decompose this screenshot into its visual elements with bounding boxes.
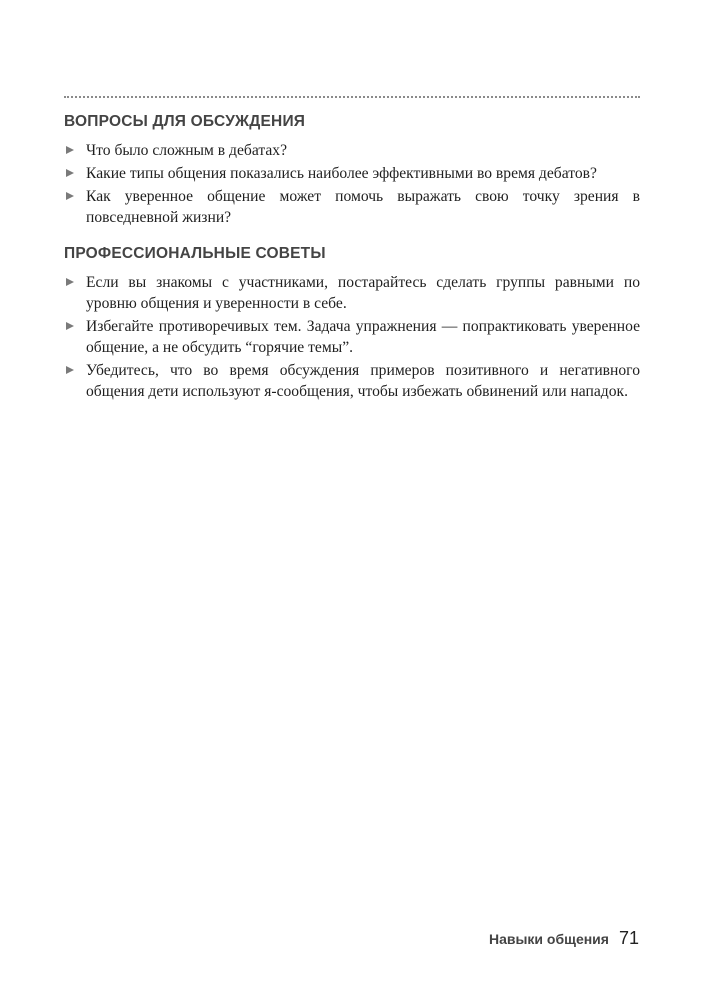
list-item-text: Какие типы общения показались наиболее эффективными во время дебатов? (86, 165, 597, 182)
page-content (64, 96, 640, 404)
list-item-text: Убедитесь, что во время обсуждения примеров позитивного и негативного общения дети используют я-сообщения, чтобы избежать обвинений или нападок. (86, 362, 640, 400)
list-item (64, 186, 640, 228)
tips-list (64, 272, 640, 402)
triangle-bullet-icon (66, 322, 74, 330)
list-item (64, 163, 640, 184)
list-item-text: Если вы знакомы с участниками, постарайтесь сделать группы равными по уровню общения и уверенности в себе. (86, 274, 640, 312)
dotted-divider (64, 96, 640, 98)
list-item-text: Избегайте противоречивых тем. Задача упражнения — попрактиковать уверенное общение, а не обсудить “горячие темы”. (86, 318, 640, 356)
tips-heading: ПРОФЕССИОНАЛЬНЫЕ СОВЕТЫ (64, 245, 326, 262)
list-item (64, 360, 640, 402)
triangle-bullet-icon (66, 192, 74, 200)
triangle-bullet-icon (66, 366, 74, 374)
triangle-bullet-icon (66, 278, 74, 286)
discussion-list (64, 140, 640, 228)
triangle-bullet-icon (66, 169, 74, 177)
discussion-heading: ВОПРОСЫ ДЛЯ ОБСУЖДЕНИЯ (64, 113, 306, 130)
running-footer-title: Навыки общения (488, 931, 609, 947)
list-item (64, 272, 640, 314)
list-item (64, 316, 640, 358)
list-item-text: Что было сложным в дебатах? (86, 142, 288, 159)
list-item-text: Как уверенное общение может помочь выражать свою точку зрения в повседневной жизни? (86, 188, 640, 226)
page-footer (489, 928, 639, 949)
triangle-bullet-icon (66, 146, 74, 154)
list-item (64, 140, 640, 161)
page-number: 71 (618, 928, 639, 948)
